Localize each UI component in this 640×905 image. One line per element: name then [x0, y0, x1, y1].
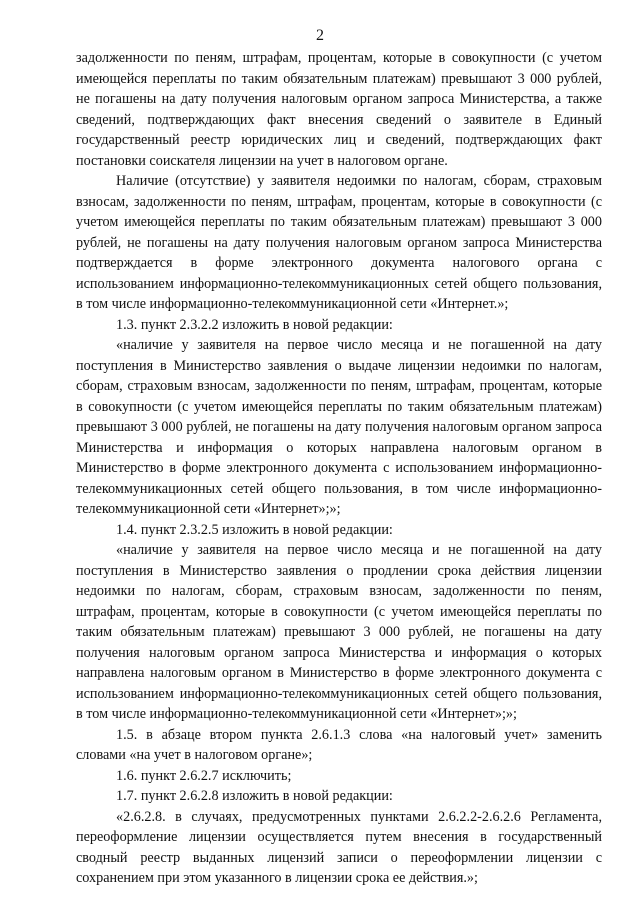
- paragraph-availability: Наличие (отсутствие) у заявителя недоимки по налогам, сборам, страховым взносам, задолженности по пеням, штрафам, процентам, которые в совокупности (с учетом имеющейся переплаты по таким обязательным платежам) превышают 3 000 рублей, не погашены на дату получения налоговым органом запроса Министерства подтверждается в форме электронного документа налогового органа с использованием информационно-телекоммуникационных сетей общего пользования, в том числе информационно-телекоммуникационной сети «Интернет.»;: [76, 173, 602, 312]
- paragraph-item-1-7: 1.7. пункт 2.6.2.8 изложить в новой редакции:: [116, 788, 393, 804]
- paragraph-quote-2-3-2-5: «наличие у заявителя на первое число месяца и не погашенной на дату поступления в Министерство заявления о продлении срока действия лицензии недоимки по налогам, сборам, страховым взносам, задолженности по пеням, штрафам, процентам, которые в совокупности (с учетом имеющейся переплаты по таким обязательным платежам) превышают 3 000 рублей, не погашены на дату получения налоговым органом запроса Министерства и информация о которых направлена налоговым органом в Министерство в форме электронного документа с использованием информационно-телекоммуникационных сетей общего пользования, в том числе информационно-телекоммуникационной сети «Интернет»;»;: [76, 542, 602, 722]
- paragraph-item-1-5: 1.5. в абзаце втором пункта 2.6.1.3 слова «на налоговый учет» заменить словами «на учет в налоговом органе»;: [76, 726, 602, 763]
- page-number: 2: [316, 27, 324, 44]
- paragraph-continuation: задолженности по пеням, штрафам, процентам, которые в совокупности (с учетом имеющейся переплаты по таким обязательным платежам) превышают 3 000 рублей, не погашены на дату получения налоговым органом запроса Министерства, а также сведений, подтверждающих факт внесения сведений о заявителе в Единый государственный реестр юридических лиц и сведений, подтверждающих факт постановки соискателя лицензии на учет в налоговом органе.: [76, 50, 602, 169]
- document-body: [76, 48, 602, 889]
- paragraph-item-1-3: 1.3. пункт 2.3.2.2 изложить в новой редакции:: [116, 316, 393, 333]
- paragraph-item-1-6: 1.6. пункт 2.6.2.7 исключить;: [116, 767, 292, 784]
- paragraph-quote-2-6-2-8: «2.6.2.8. в случаях, предусмотренных пунктами 2.6.2.2-2.6.2.6 Регламента, переоформление лицензии осуществляется путем внесения в государственный сводный реестр выданных лицензий записи о переоформлении лицензии с сохранением при этом указанного в лицензии срока ее действия.»;: [76, 808, 602, 886]
- paragraph-item-1-4: 1.4. пункт 2.3.2.5 изложить в новой редакции:: [116, 521, 393, 538]
- paragraph-quote-2-3-2-2: «наличие у заявителя на первое число месяца и не погашенной на дату поступления в Министерство заявления о выдаче лицензии недоимки по налогам, сборам, страховым взносам, задолженности по пеням, штрафам, процентам, которые в совокупности (с учетом имеющейся переплаты по таким обязательным платежам) превышают 3 000 рублей, не погашены на дату получения налоговым органом запроса Министерства и информация о которых направлена налоговым органом в Министерство в форме электронного документа с использованием информационно-телекоммуникационных сетей общего пользования, в том числе информационно-телекоммуникационной сети «Интернет»;»;: [76, 337, 602, 517]
